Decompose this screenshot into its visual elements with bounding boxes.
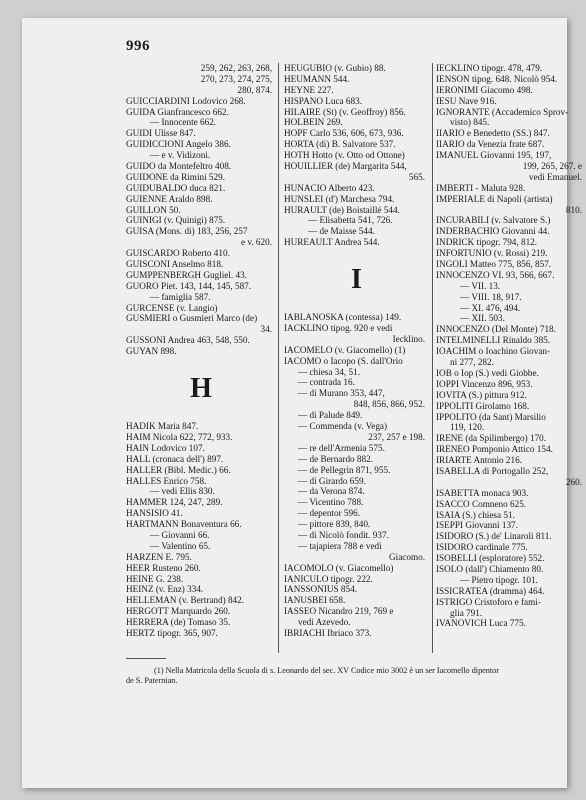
index-entry: HOLBEIN 269.	[284, 117, 343, 128]
index-entry: e v. 620.	[240, 237, 272, 248]
index-entry: 270, 273, 274, 275,	[200, 73, 272, 84]
index-entry: IMBERTI - Maluta 928.	[436, 182, 526, 193]
column-divider	[432, 63, 433, 653]
index-entry: HAMMER 124, 247, 289.	[126, 497, 223, 508]
index-entry: HUNSLEI (d') Marchesa 794.	[284, 193, 395, 204]
index-entry: ISIDORO cardinale 775.	[436, 542, 528, 553]
index-entry: GUICCIARDINI Lodovico 268.	[126, 95, 246, 106]
index-entry: ni 277, 282.	[450, 357, 494, 368]
index-entry: HARTMANN Bonaventura 66.	[126, 519, 242, 530]
index-entry: HEUMANN 544.	[284, 73, 350, 84]
index-entry: GUIDA Gianfrancesco 662.	[126, 106, 229, 117]
footnote	[126, 666, 566, 686]
index-entry: — de Pellegrin 871, 955.	[298, 464, 391, 475]
index-column-2	[284, 63, 429, 639]
index-entry: IANUSBEI 658.	[284, 595, 346, 606]
index-entry: IRENEO Pomponio Attico 154.	[436, 444, 553, 455]
index-entry: HEINE G. 238.	[126, 573, 184, 584]
index-entry: HERTZ tipogr. 365, 907.	[126, 627, 218, 638]
index-entry: INGOLI Matteo 775, 856, 857.	[436, 259, 552, 270]
index-entry: IOPPI Vincenzo 896, 953.	[436, 378, 533, 389]
index-entry: 280, 874.	[237, 84, 272, 95]
index-entry: HERRERA (de) Tomaso 35.	[126, 617, 231, 628]
index-entry: — Innocente 662.	[150, 117, 217, 128]
index-entry: IBRIACHI Ibriaco 373.	[284, 627, 372, 638]
index-entry: IESU Nave 916.	[436, 95, 497, 106]
index-entry: — Commenda (v. Vega)	[298, 421, 388, 432]
index-entry: — depentor 596.	[298, 508, 361, 519]
index-entry: IRENE (da Spilimbergo) 170.	[436, 433, 547, 444]
index-entry: ISACCO Comneno 625.	[436, 498, 527, 509]
index-entry: ISTRIGO Cristoforo e fami-	[436, 596, 541, 607]
index-entry: IANICULO tipogr. 222.	[284, 573, 373, 584]
index-entry: — tajapiera 788 e vedi	[298, 540, 382, 551]
index-entry: GUIDI Ulisse 847.	[126, 128, 196, 139]
index-entry: GUSMIERI o Gusmieri Marco (de)	[126, 313, 258, 324]
index-entry: — XII. 503.	[460, 313, 505, 324]
index-entry: INDERBACHIO Giovanni 44.	[436, 226, 550, 237]
index-entry: — di Palude 849.	[298, 410, 363, 421]
index-entry: GURCENSE (v. Langio)	[126, 302, 218, 313]
index-entry: 199, 265, 267. e	[522, 161, 582, 172]
index-entry: GUISCONI Anselmo 818.	[126, 259, 224, 270]
index-entry: IIARIO e Benedetto (SS.) 847.	[436, 128, 550, 139]
index-entry: GUIENNE Araldo 898.	[126, 193, 213, 204]
index-column-3	[436, 63, 586, 629]
index-entry: IANSSONIUS 854.	[284, 584, 357, 595]
index-entry: 237, 257 e 198.	[368, 431, 425, 442]
spacer	[126, 357, 276, 369]
index-entry: — de Bernardo 882.	[298, 453, 374, 464]
index-entry: — di Murano 353, 447,	[298, 388, 385, 399]
index-entry: IIARIO da Venezia frate 687.	[436, 139, 545, 150]
index-entry: glia 791.	[450, 607, 483, 618]
index-column-1	[126, 63, 276, 639]
index-entry: HISPANO Luca 683.	[284, 95, 363, 106]
index-entry: HOTH Hotto (v. Otto od Ottone)	[284, 150, 405, 161]
index-entry: HUREAULT Andrea 544.	[284, 237, 380, 248]
index-entry: ISABETTA monaca 903.	[436, 487, 529, 498]
index-entry: IACOMELO (v. Giacomello) (1)	[284, 344, 406, 355]
spacer	[284, 248, 429, 260]
index-entry: ISEPPI Giovanni 137.	[436, 520, 518, 531]
index-entry: GUSSONI Andrea 463, 548, 550.	[126, 335, 250, 346]
footnote-rule	[126, 658, 166, 659]
index-entry: — Elisabetta 541, 726.	[308, 215, 393, 226]
index-entry: IACKLINO tipog. 920 e vedi	[284, 323, 393, 334]
index-entry: HOPF Carlo 536, 606, 673, 936.	[284, 128, 404, 139]
index-entry: HOUILLIER (de) Margarita 544,	[284, 161, 407, 172]
index-entry: HERGOTT Marquardo 260.	[126, 606, 231, 617]
column-divider	[278, 63, 279, 653]
index-entry: IOACHIM o Ioachino Giovan-	[436, 346, 551, 357]
index-entry: INDRICK tipogr. 794, 812.	[436, 237, 538, 248]
index-entry: — vedi Ellis 830.	[150, 486, 215, 497]
index-entry: INNOCENZO (Del Monte) 718.	[436, 324, 556, 335]
index-entry: — pittore 839, 840.	[298, 519, 371, 530]
index-entry: HILAIRE (St) (v. Geoffroy) 856.	[284, 106, 406, 117]
index-entry: — XI. 476, 494.	[460, 302, 521, 313]
index-entry: IMANUEL Giovanni 195, 197,	[436, 150, 552, 161]
index-entry: — VIII. 18, 917.	[460, 291, 522, 302]
index-entry: GUYAN 898.	[126, 346, 177, 357]
index-entry: ISSICRATEA (dramma) 464.	[436, 585, 545, 596]
index-entry: — Valentino 65.	[150, 540, 211, 551]
index-entry: HALL (cronaca dell') 897.	[126, 453, 224, 464]
index-entry: — Giovanni 66.	[150, 529, 210, 540]
index-entry: Giacomo.	[389, 551, 425, 562]
index-entry: ISABELLA di Portogallo 252,	[436, 465, 549, 476]
index-entry: GUILLON 50.	[126, 204, 181, 215]
index-entry: — chiesa 34, 51.	[298, 366, 361, 377]
index-entry: HEER Rusteno 260.	[126, 562, 201, 573]
index-entry: INCURABILI (v. Salvatore S.)	[436, 215, 551, 226]
index-entry: — re dell'Armenia 575.	[298, 442, 385, 453]
footnote-line: de S. Paternian.	[126, 676, 178, 685]
index-entry: — e v. Vidizoni.	[150, 150, 211, 161]
index-entry: — VII. 13.	[460, 280, 501, 291]
index-entry: GUIDICCIONI Angelo 386.	[126, 139, 231, 150]
index-entry: IPPOLITO (da Sant) Marsilio	[436, 411, 546, 422]
index-entry: — contrada 16.	[298, 377, 355, 388]
index-entry: IERONIMI Giacomo 498.	[436, 84, 533, 95]
index-entry: HEUGUBIO (v. Gubio) 88.	[284, 63, 386, 73]
index-entry: HALLES Enrico 758.	[126, 475, 207, 486]
book-page	[22, 18, 582, 788]
index-entry: HAIM Nicola 622, 772, 933.	[126, 431, 233, 442]
index-entry: GUINIGI (v. Quinigi) 875.	[126, 215, 226, 226]
index-entry: INTELMINELLI Rinaldo 385.	[436, 335, 551, 346]
index-entry: 259, 262, 263, 268,	[200, 63, 272, 73]
index-entry: IACOMOLO (v. Giacomello)	[284, 562, 394, 573]
index-entry: — Pietro tipogr. 101.	[460, 574, 538, 585]
index-entry: ISOLO (dall') Chiamento 80.	[436, 563, 544, 574]
index-entry: ISAIA (S.) chiesa 51.	[436, 509, 515, 520]
index-entry: 565.	[408, 171, 425, 182]
index-entry: vedi Azevedo.	[298, 617, 351, 628]
index-entry: ISIDORO (S.) de' Linaroli 811.	[436, 531, 552, 542]
index-entry: GUISA (Mons. di) 183, 256, 257	[126, 226, 248, 237]
index-entry: visto) 845.	[450, 117, 490, 128]
spacer	[126, 409, 276, 421]
index-entry: HELLEMAN (v. Bertrand) 842.	[126, 595, 245, 606]
index-entry: IRIARTE Antonio 216.	[436, 455, 522, 466]
index-entry: 34.	[260, 324, 272, 335]
page-number: 996	[126, 38, 150, 54]
index-entry: IMPERIALE di Napoli (artista)	[436, 193, 553, 204]
index-entry: IVANOVICH Luca 775.	[436, 618, 526, 629]
index-entry: IOVITA (S.) pittura 912.	[436, 389, 527, 400]
index-entry: GUIDO da Montefeltro 408.	[126, 161, 232, 172]
index-entry: — di Nicolò fondit. 937.	[298, 529, 389, 540]
index-entry: — di Girardo 659.	[298, 475, 366, 486]
index-entry: GUMPPENBERGH Gugliel. 43.	[126, 269, 247, 280]
index-entry: HARZEN E. 795.	[126, 551, 192, 562]
index-entry: ISOBELLI (esploratore) 552.	[436, 553, 545, 564]
index-entry: GUORO Piet. 143, 144, 145, 587.	[126, 280, 252, 291]
index-entry: — Vicentino 788.	[298, 497, 364, 508]
index-entry: GUIDONE da Rimini 529.	[126, 171, 226, 182]
index-entry: 848, 856, 866, 952.	[353, 399, 425, 410]
index-entry: Iecklino.	[392, 333, 425, 344]
index-entry: 260.	[565, 476, 582, 487]
index-entry: IECKLINO tipogr. 478, 479.	[436, 63, 543, 73]
index-entry: HALLER (Bibl. Medic.) 66.	[126, 464, 231, 475]
index-entry: HUNACIO Alberto 423.	[284, 182, 375, 193]
index-entry: GUIDUBALDO duca 821.	[126, 182, 226, 193]
index-entry: — famiglia 587.	[150, 291, 211, 302]
section-letter: I	[351, 264, 362, 296]
index-entry: — da Verona 874.	[298, 486, 365, 497]
index-entry: IENSON tipog. 648. Nicolò 954.	[436, 73, 558, 84]
index-entry: IASSEO Nicandro 219, 769 e	[284, 606, 394, 617]
index-entry: 810.	[565, 204, 582, 215]
index-entry: IABLANOSKA (contessa) 149.	[284, 312, 402, 323]
index-entry: HEYNE 227.	[284, 84, 334, 95]
index-entry: HURAULT (de) Boistaillé 544.	[284, 204, 400, 215]
section-letter: H	[190, 373, 212, 405]
index-entry: IGNORANTE (Accademico Sprov-	[436, 106, 569, 117]
index-entry: HADIK Maria 847.	[126, 421, 199, 432]
index-entry: HORTA (di) B. Salvatore 537.	[284, 139, 396, 150]
index-entry: HEINZ (v. Enz) 334.	[126, 584, 204, 595]
spacer	[284, 300, 429, 312]
footnote-line: (1) Nella Matricola della Scuola di s. Leonardo del sec. XV Codice mio 3002 è un ser Iacomello dipentor	[154, 666, 499, 675]
index-entry: IPPOLITI Girolamo 168.	[436, 400, 530, 411]
index-entry: INNOCENZO VI. 93, 566, 667.	[436, 269, 555, 280]
index-entry: INFORTUNIO (v. Rossi) 219.	[436, 248, 548, 259]
index-entry: IOB o Iop (S.) vedi Giobbe.	[436, 367, 539, 378]
index-entry: HAIN Lodovico 107.	[126, 442, 205, 453]
index-entry: vedi Emanuel.	[528, 171, 582, 182]
index-entry: 119, 120.	[450, 422, 485, 433]
index-entry: — de Maisse 544.	[308, 226, 375, 237]
index-entry: HANSISIO 41.	[126, 508, 183, 519]
index-entry: GUISCARDO Roberto 410.	[126, 248, 230, 259]
index-entry: IACOMO o Iacopo (S. dall'Orio	[284, 355, 403, 366]
